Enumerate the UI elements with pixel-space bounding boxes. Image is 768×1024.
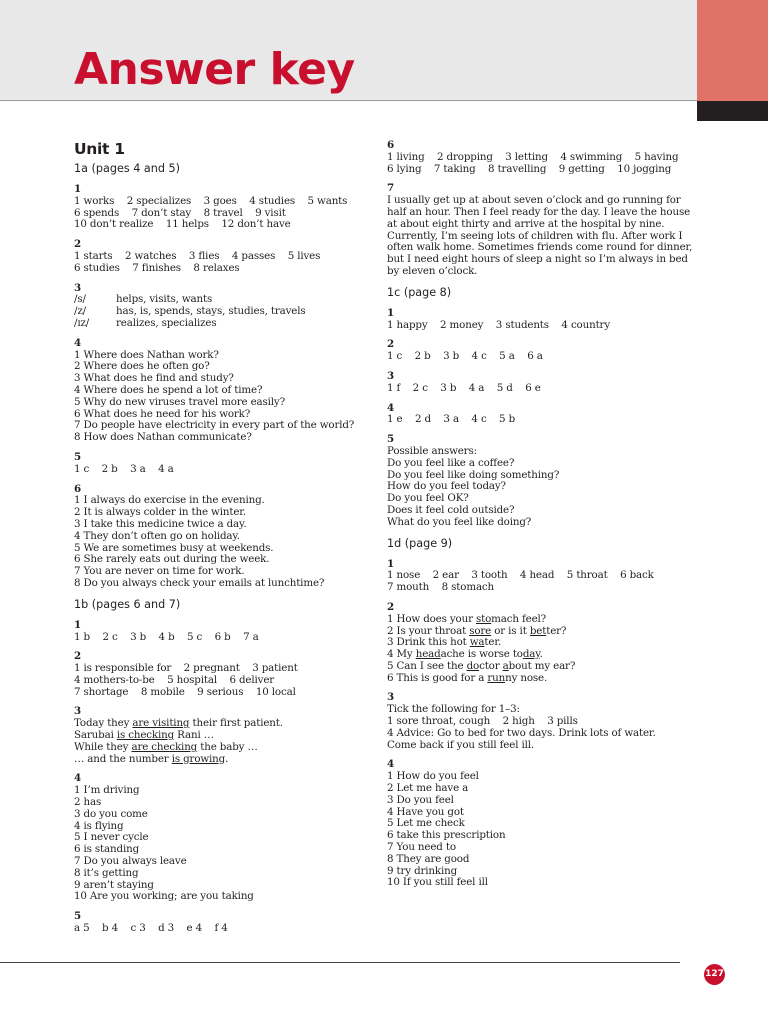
exercise-number: 3 <box>387 691 395 704</box>
exercise-number: 3 <box>74 281 82 294</box>
underlined-text: are checking <box>131 740 198 753</box>
answer-line: 10 If you still feel ill <box>387 876 488 889</box>
right-column <box>387 140 707 897</box>
exercise <box>74 338 374 444</box>
exercise <box>387 183 707 277</box>
answer-line: 1 starts 2 watches 3 flies 4 passes 5 lives <box>74 249 321 262</box>
answer-line: 1 sore throat, cough 2 high 3 pills <box>387 715 578 728</box>
exercise-number: 6 <box>74 482 82 495</box>
exercise <box>74 706 374 765</box>
exercise <box>387 371 707 395</box>
exercise-number: 5 <box>74 450 82 463</box>
exercise-number: 2 <box>74 238 82 251</box>
exercise-number: 2 <box>387 600 395 613</box>
exercise-number: 4 <box>387 758 395 771</box>
section-heading: 1b (pages 6 and 7) <box>74 597 181 611</box>
answer-line: 8 How does Nathan communicate? <box>74 431 252 444</box>
exercise <box>387 339 707 363</box>
answer-line: 10 Are you working; are you taking <box>74 890 254 903</box>
exercise <box>74 452 374 476</box>
exercise <box>74 239 374 274</box>
answer-line: 2 Where does he often go? <box>74 360 210 373</box>
answer-line: 6 This is good for a runny nose. <box>387 671 548 684</box>
exercise <box>74 620 374 644</box>
answer-line: I usually get up at about seven o’clock and go running for <box>387 194 681 207</box>
section-heading: 1a (pages 4 and 5) <box>74 162 180 175</box>
underlined-text: run <box>487 671 506 684</box>
underlined-text: wa <box>469 636 485 649</box>
exercise-number: 1 <box>387 557 395 570</box>
answer-line: 1 Where does Nathan work? <box>74 348 219 361</box>
answer-line: 9 try drinking <box>387 864 458 877</box>
answer-line: 7 You need to <box>387 841 456 854</box>
answer-line: a 5 b 4 c 3 d 3 e 4 f 4 <box>74 922 228 935</box>
underlined-text: head <box>415 648 441 661</box>
answer-line: Currently, I’m seeing lots of children with flu. After work I <box>387 229 683 242</box>
answer-line: 3 I take this medicine twice a day. <box>74 517 247 530</box>
answer-line: often walk home. Sometimes friends come round for dinner, <box>387 241 693 254</box>
answer-line: Do you feel like a coffee? <box>387 456 515 469</box>
exercise <box>387 602 707 685</box>
underlined-text: day <box>522 648 540 661</box>
phonetic-row <box>74 318 374 330</box>
exercise-number: 3 <box>74 705 82 718</box>
answer-line: half an hour. Then I feel ready for the day. I leave the house <box>387 205 691 218</box>
answer-line: 1 How do you feel <box>387 770 479 783</box>
exercise-number: 4 <box>74 772 82 785</box>
answer-line: 1 How does your stomach feel? <box>387 612 547 625</box>
underlined-text: is growing <box>171 752 226 765</box>
left-column <box>74 139 374 943</box>
phonetic-symbol: /ɪz/ <box>74 316 90 329</box>
exercise <box>387 692 707 751</box>
answer-line: 5 I never cycle <box>74 831 149 844</box>
answer-line: by eleven o’clock. <box>387 264 478 277</box>
answer-line: 6 spends 7 don’t stay 8 travel 9 visit <box>74 206 286 219</box>
answer-line: Do you feel OK? <box>387 492 469 505</box>
answer-line: 2 Is your throat sore or is it better? <box>387 624 567 637</box>
answer-line: 1 b 2 c 3 b 4 b 5 c 6 b 7 a <box>74 630 259 643</box>
answer-line: 4 Have you got <box>387 805 464 818</box>
answer-line: 1 c 2 b 3 b 4 c 5 a 6 a <box>387 350 543 363</box>
answer-line: 1 works 2 specializes 3 goes 4 studies 5 wants <box>74 194 348 207</box>
exercise-number: 1 <box>74 183 82 195</box>
answer-line: Possible answers: <box>387 444 477 457</box>
answer-line: While they are checking the baby … <box>74 740 258 753</box>
answer-line: Come back if you still feel ill. <box>387 738 535 751</box>
underlined-text: sore <box>469 624 492 637</box>
answer-line: How do you feel today? <box>387 480 506 493</box>
answer-line: 5 Let me check <box>387 817 465 830</box>
exercise-number: 2 <box>387 338 395 351</box>
page-title: Answer key <box>74 44 355 95</box>
underlined-text: bet <box>529 624 547 637</box>
answer-line: Does it feel cold outside? <box>387 503 515 516</box>
answer-line: 4 mothers-to-be 5 hospital 6 deliver <box>74 673 275 686</box>
answer-line: 3 Do you feel <box>387 793 454 806</box>
answer-line: 1 e 2 d 3 a 4 c 5 b <box>387 413 516 426</box>
answer-line: 3 Drink this hot water. <box>387 636 502 649</box>
answer-line: 3 do you come <box>74 807 148 820</box>
exercise <box>387 759 707 889</box>
exercise <box>387 403 707 427</box>
answer-line: 4 Advice: Go to bed for two days. Drink lots of water. <box>387 726 656 739</box>
answer-line: 1 happy 2 money 3 students 4 country <box>387 318 610 331</box>
exercise <box>387 434 707 528</box>
answer-line: 7 Do you always leave <box>74 855 187 868</box>
answer-line: 5 Why do new viruses travel more easily? <box>74 395 285 408</box>
answer-line: What do you feel like doing? <box>387 515 532 528</box>
page-number-badge: 127 <box>704 964 725 985</box>
answer-line: 2 It is always colder in the winter. <box>74 506 247 519</box>
answer-line: 2 Let me have a <box>387 782 469 795</box>
answer-line: 2 has <box>74 796 102 809</box>
answer-line: 3 What does he find and study? <box>74 372 234 385</box>
exercise-number: 2 <box>74 650 82 663</box>
underlined-text: do <box>466 659 480 672</box>
exercise <box>387 140 707 175</box>
answer-line: at about eight thirty and arrive at the hospital by nine. <box>387 217 665 230</box>
answer-line: 6 What does he need for his work? <box>74 407 251 420</box>
section-heading: 1c (page 8) <box>387 285 452 299</box>
answer-line: 1 nose 2 ear 3 tooth 4 head 5 throat 6 back <box>387 569 654 582</box>
answer-line: but I need eight hours of sleep a night so I’m always in bed <box>387 253 688 266</box>
underlined-text: a <box>502 659 509 672</box>
answer-line: 7 Do people have electricity in every part of the world? <box>74 419 355 432</box>
exercise <box>74 911 374 935</box>
exercise-number: 4 <box>387 401 395 414</box>
underlined-text: sto <box>475 612 492 625</box>
exercise <box>74 184 374 231</box>
underlined-text: are visiting <box>132 717 190 730</box>
corner-red-block <box>697 0 768 101</box>
answer-line: 6 She rarely eats out during the week. <box>74 553 270 566</box>
exercise <box>387 559 707 594</box>
answer-line: 8 Do you always check your emails at lunchtime? <box>74 576 325 589</box>
answer-line: 7 shortage 8 mobile 9 serious 10 local <box>74 685 296 698</box>
corner-dark-bar <box>697 101 768 121</box>
answer-line: 8 They are good <box>387 852 470 865</box>
answer-line: Sarubai is checking Rani … <box>74 729 214 742</box>
unit-heading: Unit 1 <box>74 140 125 158</box>
exercise-number: 5 <box>74 910 82 923</box>
exercise-number: 6 <box>387 139 395 151</box>
answer-line: 1 living 2 dropping 3 letting 4 swimming 5 having <box>387 150 679 163</box>
answer-line: 1 f 2 c 3 b 4 a 5 d 6 e <box>387 381 541 394</box>
answer-line: 8 it’s getting <box>74 866 139 879</box>
exercise <box>74 484 374 590</box>
phonetic-symbol: /s/ <box>74 293 86 306</box>
answer-line: Tick the following for 1–3: <box>387 703 520 716</box>
exercise-number: 1 <box>74 618 82 631</box>
exercise-number: 4 <box>74 336 82 349</box>
exercise-number: 5 <box>387 433 395 446</box>
answer-line: 6 is standing <box>74 843 140 856</box>
answer-line: 1 c 2 b 3 a 4 a <box>74 462 174 475</box>
answer-line: 6 lying 7 taking 8 travelling 9 getting 10 jogging <box>387 162 672 175</box>
answer-line: 7 mouth 8 stomach <box>387 581 495 594</box>
answer-line: 6 take this prescription <box>387 829 506 842</box>
answer-line: 1 I’m driving <box>74 784 140 797</box>
exercise <box>74 773 374 903</box>
exercise-number: 7 <box>387 182 395 195</box>
underlined-text: is checking <box>116 729 175 742</box>
answer-line: 1 I always do exercise in the evening. <box>74 494 265 507</box>
answer-line: … and the number is growing. <box>74 752 229 765</box>
answer-line: 10 don’t realize 11 helps 12 don’t have <box>74 218 291 231</box>
phonetic-words: has, is, spends, stays, studies, travels <box>116 305 306 318</box>
answer-line: 6 studies 7 finishes 8 relaxes <box>74 261 240 274</box>
answer-line: 5 Can I see the doctor about my ear? <box>387 659 576 672</box>
header-rule <box>0 100 697 101</box>
exercise <box>387 308 707 332</box>
phonetic-words: helps, visits, wants <box>116 293 213 306</box>
answer-line: Do you feel like doing something? <box>387 468 560 481</box>
phonetic-words: realizes, specializes <box>116 316 217 329</box>
answer-line: 5 We are sometimes busy at weekends. <box>74 541 274 554</box>
exercise-number: 3 <box>387 369 395 382</box>
answer-line: 9 aren’t staying <box>74 878 154 891</box>
answer-line: Today they are visiting their first patient. <box>74 717 283 730</box>
phonetic-symbol: /z/ <box>74 305 86 318</box>
footer-rule <box>0 962 680 963</box>
answer-line: 4 My headache is worse today. <box>387 648 543 661</box>
section-heading: 1d (page 9) <box>387 536 453 550</box>
answer-line: 4 is flying <box>74 819 124 832</box>
answer-line: 4 Where does he spend a lot of time? <box>74 383 263 396</box>
exercise <box>74 651 374 698</box>
answer-line: 7 You are never on time for work. <box>74 565 245 578</box>
exercise <box>74 283 374 330</box>
answer-line: 4 They don’t often go on holiday. <box>74 529 240 542</box>
answer-line: 1 is responsible for 2 pregnant 3 patient <box>74 662 298 675</box>
exercise-number: 1 <box>387 306 395 319</box>
